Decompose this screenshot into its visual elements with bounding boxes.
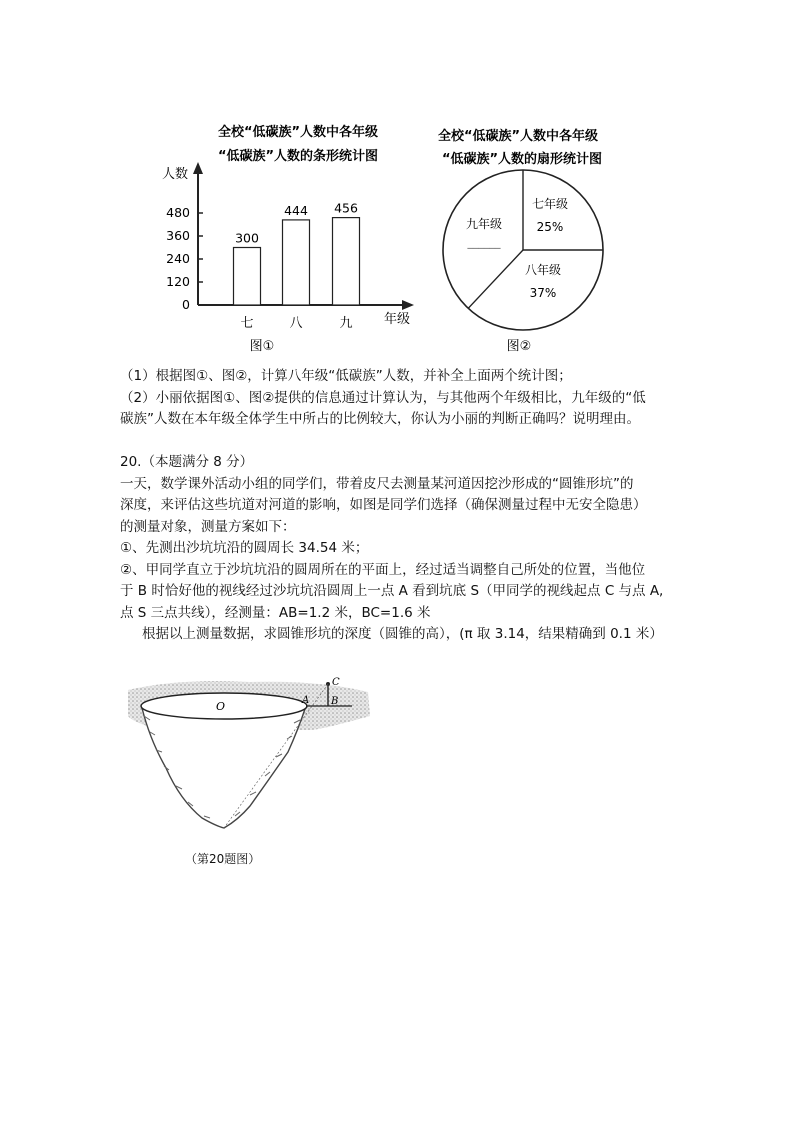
label-O: O	[216, 700, 226, 713]
q20-step1: ①、先测出沙坑坑沿的圆周长 34.54 米；	[120, 540, 369, 556]
pit-wall	[142, 706, 306, 828]
x-tick-label-八: 八	[289, 316, 303, 331]
bar-chart-y-arrow	[193, 162, 203, 174]
y-tick-label-120: 120	[166, 274, 190, 289]
pie-ninth-label: 九年级	[465, 217, 503, 231]
figure-20-cone-pit	[120, 660, 380, 860]
question-19	[120, 366, 700, 431]
q19-part2-line2: 碳族”人数在本年级全体学生中所占的比例较大，你认为小丽的判断正确吗？说明理由。	[120, 411, 640, 427]
y-tick-label-240: 240	[166, 251, 190, 266]
pie-ninth-blank: ______	[467, 236, 501, 249]
bar-value-label-九: 456	[334, 200, 358, 216]
bar-八	[283, 220, 310, 305]
bar-value-label-八: 444	[284, 202, 308, 218]
charts-figure	[0, 0, 794, 360]
pie-slice-percent-1: 37%	[529, 286, 557, 300]
pie-chart-title-line1: 全校“低碳族”人数中各年级	[437, 129, 599, 144]
y-tick-label-0: 0	[182, 297, 190, 312]
bar-chart-caption: 图①	[249, 339, 275, 354]
label-B: B	[331, 696, 339, 707]
bar-九	[333, 218, 360, 305]
pie-slice-name-0: 七年级	[531, 197, 569, 211]
label-C: C	[332, 677, 340, 688]
q20-line3: 的测量对象，测量方案如下：	[120, 518, 296, 535]
bar-chart-bars	[234, 201, 360, 331]
q19-part2-line1: （2）小丽依据图①、图②提供的信息通过计算认为，与其他两个年级相比，九年级的“低	[120, 389, 646, 406]
q19-part1: （1）根据图①、图②，计算八年级“低碳族”人数，并补全上面两个统计图；	[120, 368, 572, 384]
label-A: A	[302, 695, 310, 706]
pie-slice-percent-0: 25%	[536, 220, 564, 234]
pie-chart-caption: 图②	[506, 339, 532, 354]
y-tick-label-360: 360	[166, 228, 190, 243]
question-20	[120, 452, 700, 646]
bar-chart-title-line2: “低碳族”人数的条形统计图	[217, 149, 379, 164]
bar-value-label-七: 300	[235, 230, 259, 246]
q20-line1: 一天，数学课外活动小组的同学们，带着皮尺去测量某河道因挖沙形成的“圆锥形坑”的	[120, 475, 634, 492]
q20-step2-line1: ②、甲同学直立于沙坑坑沿的圆周所在的平面上，经过适当调整自己所处的位置，当他位	[120, 561, 646, 578]
pie-chart-slices	[443, 170, 603, 330]
bar-chart-xlabel: 年级	[383, 312, 411, 327]
x-tick-label-七: 七	[240, 316, 254, 331]
bar-七	[234, 248, 261, 306]
pie-chart-title-line2: “低碳族”人数的扇形统计图	[441, 152, 603, 167]
x-tick-label-九: 九	[339, 316, 353, 331]
bar-chart-title-line1: 全校“低碳族”人数中各年级	[217, 125, 379, 140]
q20-step2-line2: 于 B 时恰好他的视线经过沙坑坑沿圆周上一点 A 看到坑底 S（甲同学的视线起点 C 与点 A,	[120, 583, 664, 599]
q20-line2: 深度，来评估这些坑道对河道的影响，如图是同学们选择（确保测量过程中无安全隐患）	[120, 497, 647, 513]
y-tick-label-480: 480	[166, 205, 190, 220]
pie-slice-name-1: 八年级	[524, 263, 562, 277]
bar-chart-ylabel: 人数	[161, 167, 189, 182]
q20-step2-line3: 点 S 三点共线），经测量：AB=1.2 米，BC=1.6 米	[120, 604, 431, 621]
figure-20-caption: （第20题图）	[185, 852, 261, 866]
bar-chart-x-arrow	[402, 300, 414, 310]
q20-question: 根据以上测量数据，求圆锥形坑的深度（圆锥的高），(π 取 3.14，结果精确到 0.1 米）	[142, 626, 663, 642]
q20-header: 20.（本题满分 8 分）	[120, 454, 254, 470]
